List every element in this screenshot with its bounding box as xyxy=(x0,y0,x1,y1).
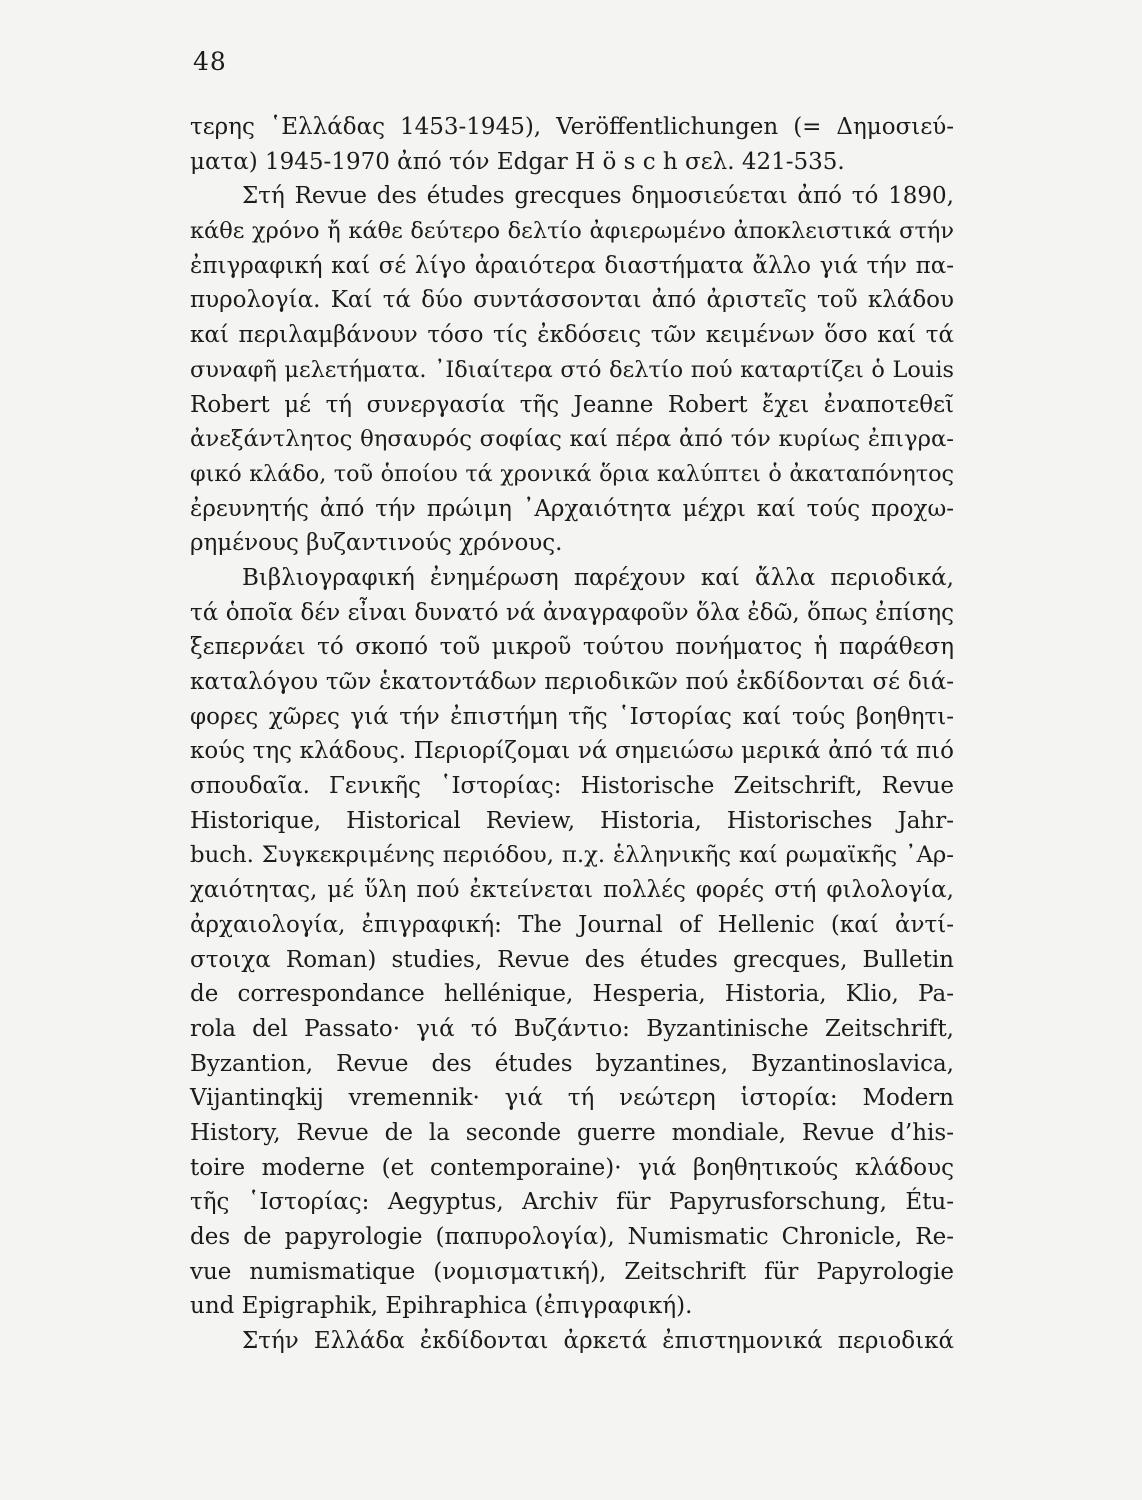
text-line: History, Revue de la seconde guerre mondiale, Revue d’his- xyxy=(190,1119,954,1146)
text-line: rola del Passato· γιά τό Βυζάντιο: Byzantinische Zeitschrift, xyxy=(190,1015,954,1042)
text-line: συναφῆ μελετήματα. ᾿Ιδιαίτερα στό δελτίο πού καταρτίζει ὁ Louis xyxy=(190,356,954,383)
text-line: Robert μέ τή συνεργασία τῆς Jeanne Robert ἔχει ἐναποτεθεῖ xyxy=(190,391,954,418)
text-line: πυρολογία. Καί τά δύο συντάσσονται ἀπό ἀριστεῖς τοῦ κλάδου xyxy=(190,287,954,314)
text-line: ξεπερνάει τό σκοπό τοῦ μικροῦ τούτου πονήματος ἡ παράθεση xyxy=(190,634,954,661)
text-line: ματα) 1945-1970 ἀπό τόν Edgar H ö s c h σελ. 421-535. xyxy=(190,148,845,175)
text-line: καταλόγου τῶν ἑκατοντάδων περιοδικῶν πού ἐκδίδονται σέ διά- xyxy=(190,669,954,695)
text-line: Στήν Ελλάδα ἐκδίδονται ἀρκετά ἐπιστημονικά περιοδικά xyxy=(242,1328,954,1355)
text-line: ρημένους βυζαντινούς χρόνους. xyxy=(190,530,563,557)
text-line: στοιχα Roman) studies, Revue des études grecques, Bulletin xyxy=(190,946,954,973)
text-line: des de papyrologie (παπυρολογία), Numismatic Chronicle, Re- xyxy=(190,1224,954,1250)
text-line: ἀρχαιολογία, ἐπιγραφική: The Journal of Hellenic (καί ἀντί- xyxy=(190,911,954,938)
text-line: τῆς ῾Ιστορίας: Aegyptus, Archiv für Papyrusforschung, Étu- xyxy=(190,1189,954,1216)
text-line: und Epigraphik, Epihraphica (ἐπιγραφική). xyxy=(190,1293,693,1320)
text-line: φικό κλάδο, τοῦ ὁποίου τά χρονικά ὅρια καλύπτει ὁ ἀκαταπόνητος xyxy=(190,460,954,487)
text-line: Historique, Historical Review, Historia, Historisches Jahr- xyxy=(190,807,954,834)
text-line: de correspondance hellénique, Hesperia, Historia, Klio, Pa- xyxy=(190,981,954,1008)
page-number: 48 xyxy=(193,47,227,76)
body-text xyxy=(190,110,954,1359)
text-line: χαιότητας, μέ ὕλη πού ἐκτείνεται πολλές φορές στή φιλολογία, xyxy=(190,877,954,904)
text-line: κούς της κλάδους. Περιορίζομαι νά σημειώσω μερικά ἀπό τά πιό xyxy=(190,738,954,765)
text-line: Vijantinqkij vremennik· γιά τή νεώτερη ἱστορία: Modern xyxy=(190,1085,954,1112)
text-line: ἐπιγραφική καί σέ λίγο ἀραιότερα διαστήματα ἄλλο γιά τήν πα- xyxy=(190,252,954,279)
text-line: τερης ῾Ελλάδας 1453-1945), Veröffentlichungen (= Δημοσιεύ- xyxy=(190,114,954,140)
text-line: vue numismatique (νομισματική), Zeitschrift für Papyrologie xyxy=(190,1258,954,1285)
text-line: Byzantion, Revue des études byzantines, Byzantinoslavica, xyxy=(190,1050,954,1077)
text-line: buch. Συγκεκριμένης περιόδου, π.χ. ἑλληνικῆς καί ρωμαϊκῆς ᾿Αρ- xyxy=(190,842,954,869)
text-line: toire moderne (et contemporaine)· γιά βοηθητικούς κλάδους xyxy=(190,1154,954,1181)
text-line: ἀνεξάντλητος θησαυρός σοφίας καί πέρα ἀπό τόν κυρίως ἐπιγρα- xyxy=(190,426,954,453)
text-line: φορες χῶρες γιά τήν ἐπιστήμη τῆς ῾Ιστορίας καί τούς βοηθητι- xyxy=(190,703,954,730)
text-line: κάθε χρόνο ἤ κάθε δεύτερο δελτίο ἀφιερωμένο ἀποκλειστικά στήν xyxy=(190,218,954,245)
text-line: ἐρευνητής ἀπό τήν πρώιμη ᾿Αρχαιότητα μέχρι καί τούς προχω- xyxy=(190,495,954,522)
text-line: καί περιλαμβάνουν τόσο τίς ἐκδόσεις τῶν κειμένων ὅσο καί τά xyxy=(190,322,954,349)
text-line: σπουδαῖα. Γενικῆς ῾Ιστορίας: Historische Zeitschrift, Revue xyxy=(190,773,954,800)
text-line: Βιβλιογραφική ἐνημέρωση παρέχουν καί ἄλλα περιοδικά, xyxy=(242,564,954,591)
text-line: τά ὁποῖα δέν εἶναι δυνατό νά ἀναγραφοῦν ὅλα ἐδῶ, ὅπως ἐπίσης xyxy=(190,599,954,626)
text-line: Στή Revue des études grecques δημοσιεύεται ἀπό τό 1890, xyxy=(242,183,954,210)
